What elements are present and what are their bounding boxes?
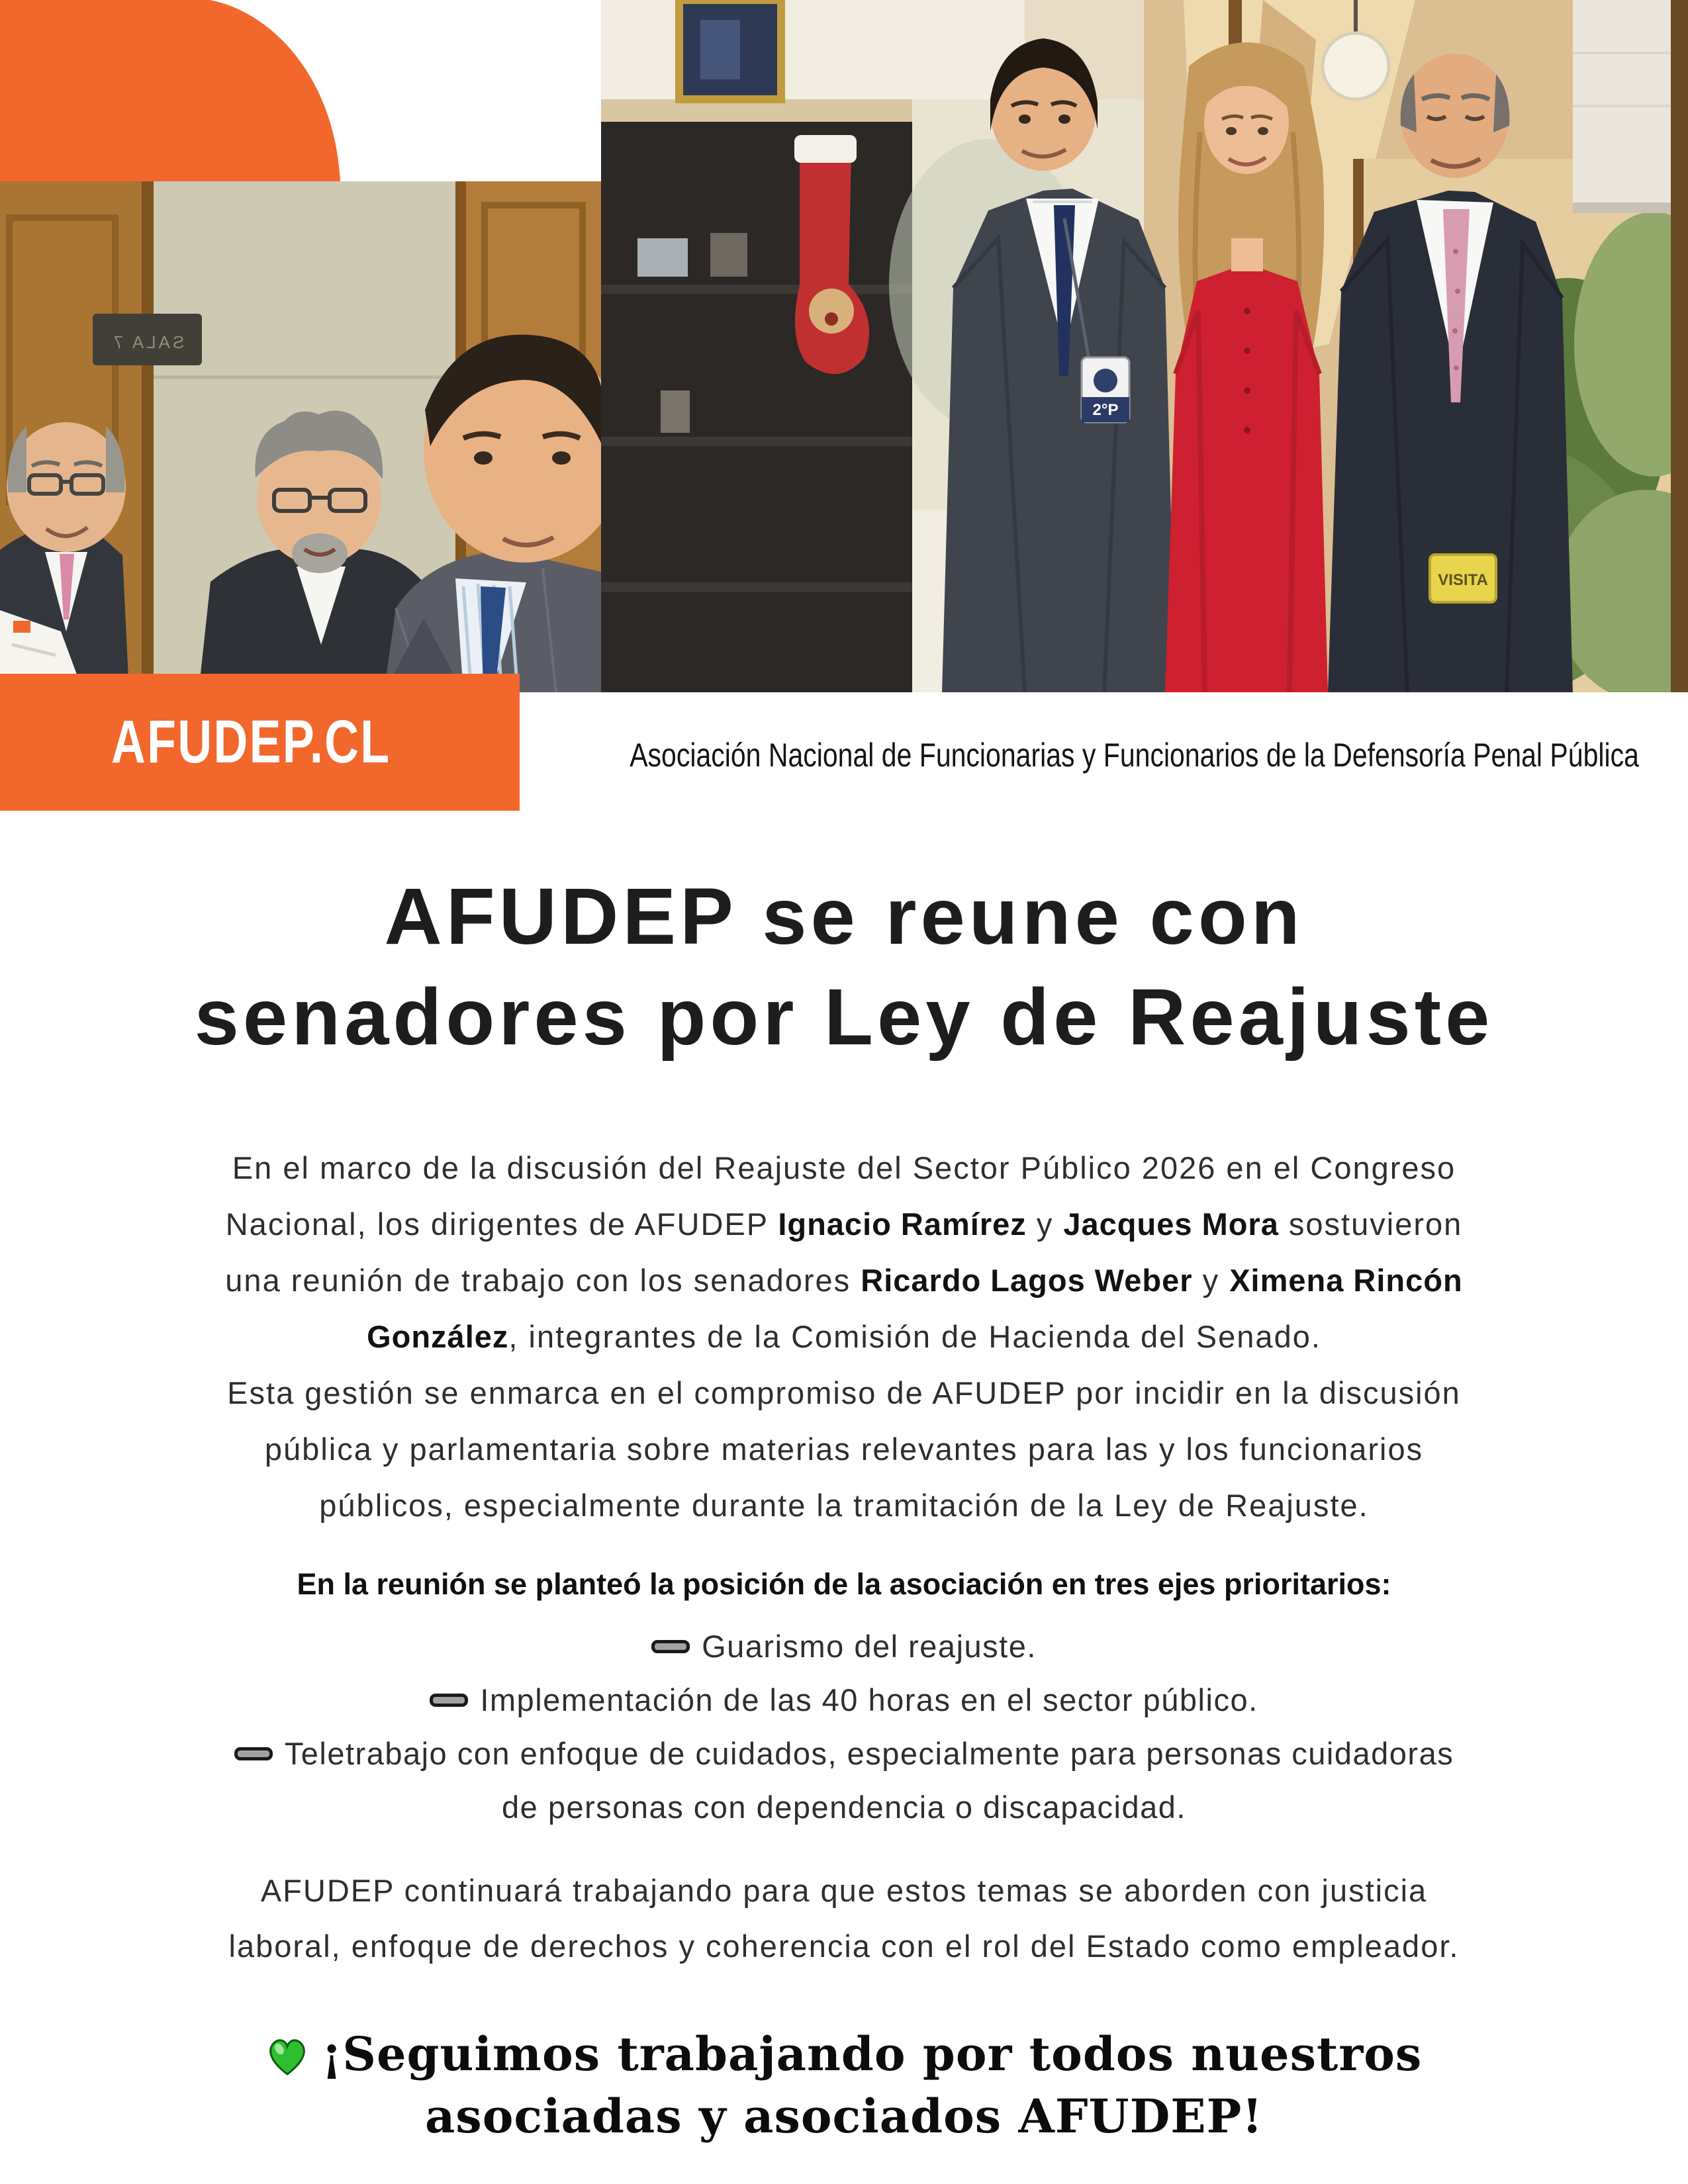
shelf-unit — [601, 122, 912, 692]
bold-name-jacques-mora: Jacques Mora — [1063, 1206, 1279, 1242]
minus-dash-icon — [234, 1747, 273, 1760]
minus-dash-icon — [430, 1694, 468, 1707]
badge-text-2: VISITA — [1438, 571, 1488, 589]
ejes-list — [122, 1619, 1566, 1834]
brand-logo-text: AFUDEP.CL — [111, 708, 391, 776]
list-item: Teletrabajo con enfoque de cuidados, especialmente para personas cuidadoras — [122, 1727, 1566, 1780]
intro-line: una reunión de trabajo con los senadores Ricardo Lagos Weber y Ximena Rincón — [225, 1263, 1463, 1298]
bold-name-ximena-rincon: Ximena Rincón — [1229, 1263, 1463, 1298]
brand-banner — [0, 674, 520, 811]
intro-line: Nacional, los dirigentes de AFUDEP Ignacio Ramírez y Jacques Mora sostuvieron — [225, 1206, 1463, 1242]
intro-line: públicos, especialmente durante la tramitación de la Ley de Reajuste. — [319, 1488, 1369, 1523]
right-photo — [601, 0, 1688, 692]
intro-paragraphs — [122, 1140, 1566, 1533]
list-item: Guarismo del reajuste. — [122, 1619, 1566, 1673]
minus-dash-icon — [651, 1640, 690, 1653]
bold-name-gonzalez: González — [367, 1319, 509, 1354]
bold-name-ignacio-ramirez: Ignacio Ramírez — [778, 1206, 1027, 1242]
intro-line: En el marco de la discusión del Reajuste del Sector Público 2026 en el Congreso — [232, 1150, 1456, 1185]
left-photo-scene — [0, 181, 601, 692]
intro-line: González, integrantes de la Comisión de Hacienda del Senado. — [367, 1319, 1321, 1354]
closing-paragraph — [122, 1863, 1566, 1974]
list-item-wrap: de personas con dependencia o discapacidad. — [502, 1790, 1186, 1825]
page-title-line1: AFUDEP se reune con — [384, 871, 1304, 961]
intro-line: pública y parlamentaria sobre materias relevantes para las y los funcionarios — [264, 1432, 1424, 1467]
footer-slogan — [70, 2023, 1618, 2148]
green-heart-icon — [266, 2036, 308, 2078]
sala-sign — [93, 314, 202, 365]
left-photo — [0, 181, 601, 692]
footer-line1: ¡Seguimos trabajando por todos nuestros — [70, 2023, 1618, 2085]
closing-line: AFUDEP continuará trabajando para que estos temas se aborden con justicia — [260, 1873, 1428, 1908]
right-photo-scene — [601, 0, 1688, 692]
list-item: Implementación de las 40 horas en el sector público. — [122, 1673, 1566, 1727]
person-senadora — [1165, 42, 1328, 692]
badge-text-1: 2°P — [1092, 401, 1119, 419]
intro-line: Esta gestión se enmarca en el compromiso de AFUDEP por incidir en la discusión — [227, 1375, 1461, 1410]
page-title-line2: senadores por Ley de Reajuste — [194, 972, 1494, 1062]
brand-subtitle: Asociación Nacional de Funcionarias y Funcionarios de la Defensoría Penal Pública — [630, 737, 1639, 774]
credential-badge-1 — [1082, 357, 1129, 422]
page-title — [0, 866, 1688, 1067]
roller-blind — [1573, 0, 1671, 213]
orange-corner-shape — [0, 0, 344, 181]
footer-line2: asociadas y asociados AFUDEP! — [424, 2089, 1264, 2144]
person-dirigente-izquierda — [0, 422, 129, 692]
picture-frame — [679, 0, 781, 99]
credential-badge-2 — [1430, 555, 1496, 602]
closing-line: laboral, enfoque de derechos y coherencia con el rol del Estado como empleador. — [228, 1929, 1460, 1964]
bold-name-ricardo-lagos-weber: Ricardo Lagos Weber — [861, 1263, 1193, 1298]
sala-sign-text: SALA 7 — [111, 332, 185, 352]
ejes-heading: En la reunión se planteó la posición de la asociación en tres ejes prioritarios: — [297, 1567, 1391, 1601]
